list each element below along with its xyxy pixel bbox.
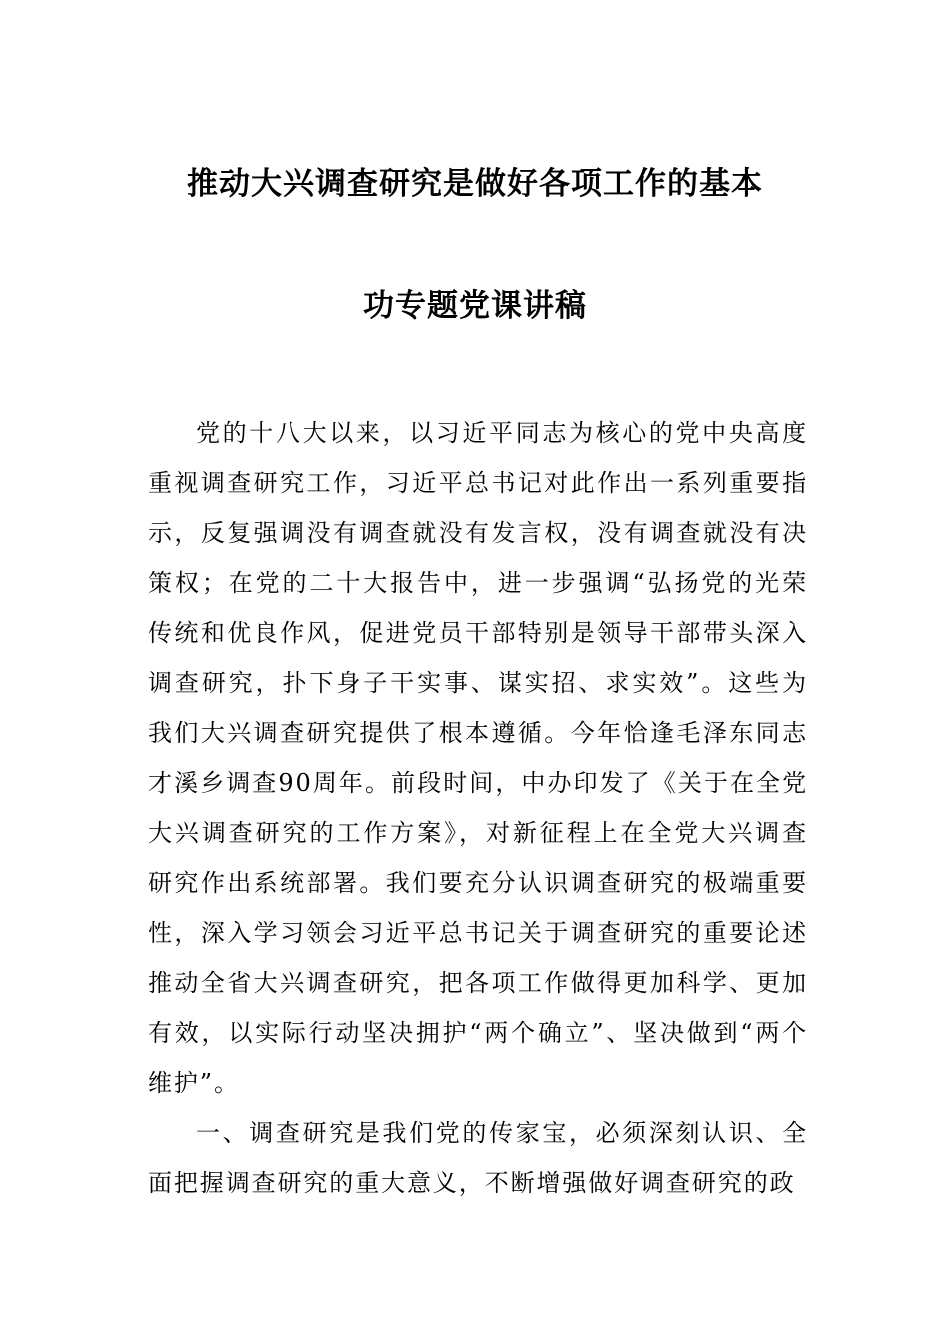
body-paragraph-section-one: 一、调查研究是我们党的传家宝，必须深刻认识、全面把握调查研究的重大意义，不断增强做好调查研究的政 [148, 1119, 808, 1197]
document-title-line-1: 推动大兴调查研究是做好各项工作的基本 [187, 166, 763, 202]
document-title-line-2: 功专题党课讲稿 [363, 288, 587, 324]
document-body [148, 408, 808, 1208]
body-paragraph-intro: 党的十八大以来，以习近平同志为核心的党中央高度重视调查研究工作，习近平总书记对此作出一系列重要指示，反复强调没有调查就没有发言权，没有调查就没有决策权；在党的二十大报告中，进一步强调“弘扬党的光荣传统和优良作风，促进党员干部特别是领导干部带头深入调查研究，扑下身子干实事、谋实招、求实效”。这些为我们大兴调查研究提供了根本遵循。今年恰逢毛泽东同志才溪乡调查90周年。前段时间，中办印发了《关于在全党大兴调查研究的工作方案》，对新征程上在全党大兴调查研究作出系统部署。我们要充分认识调查研究的极端重要性，深入学习领会习近平总书记关于调查研究的重要论述推动全省大兴调查研究，把各项工作做得更加科学、更加有效，以实际行动坚决拥护“两个确立”、坚决做到“两个维护”。 [148, 419, 808, 1097]
